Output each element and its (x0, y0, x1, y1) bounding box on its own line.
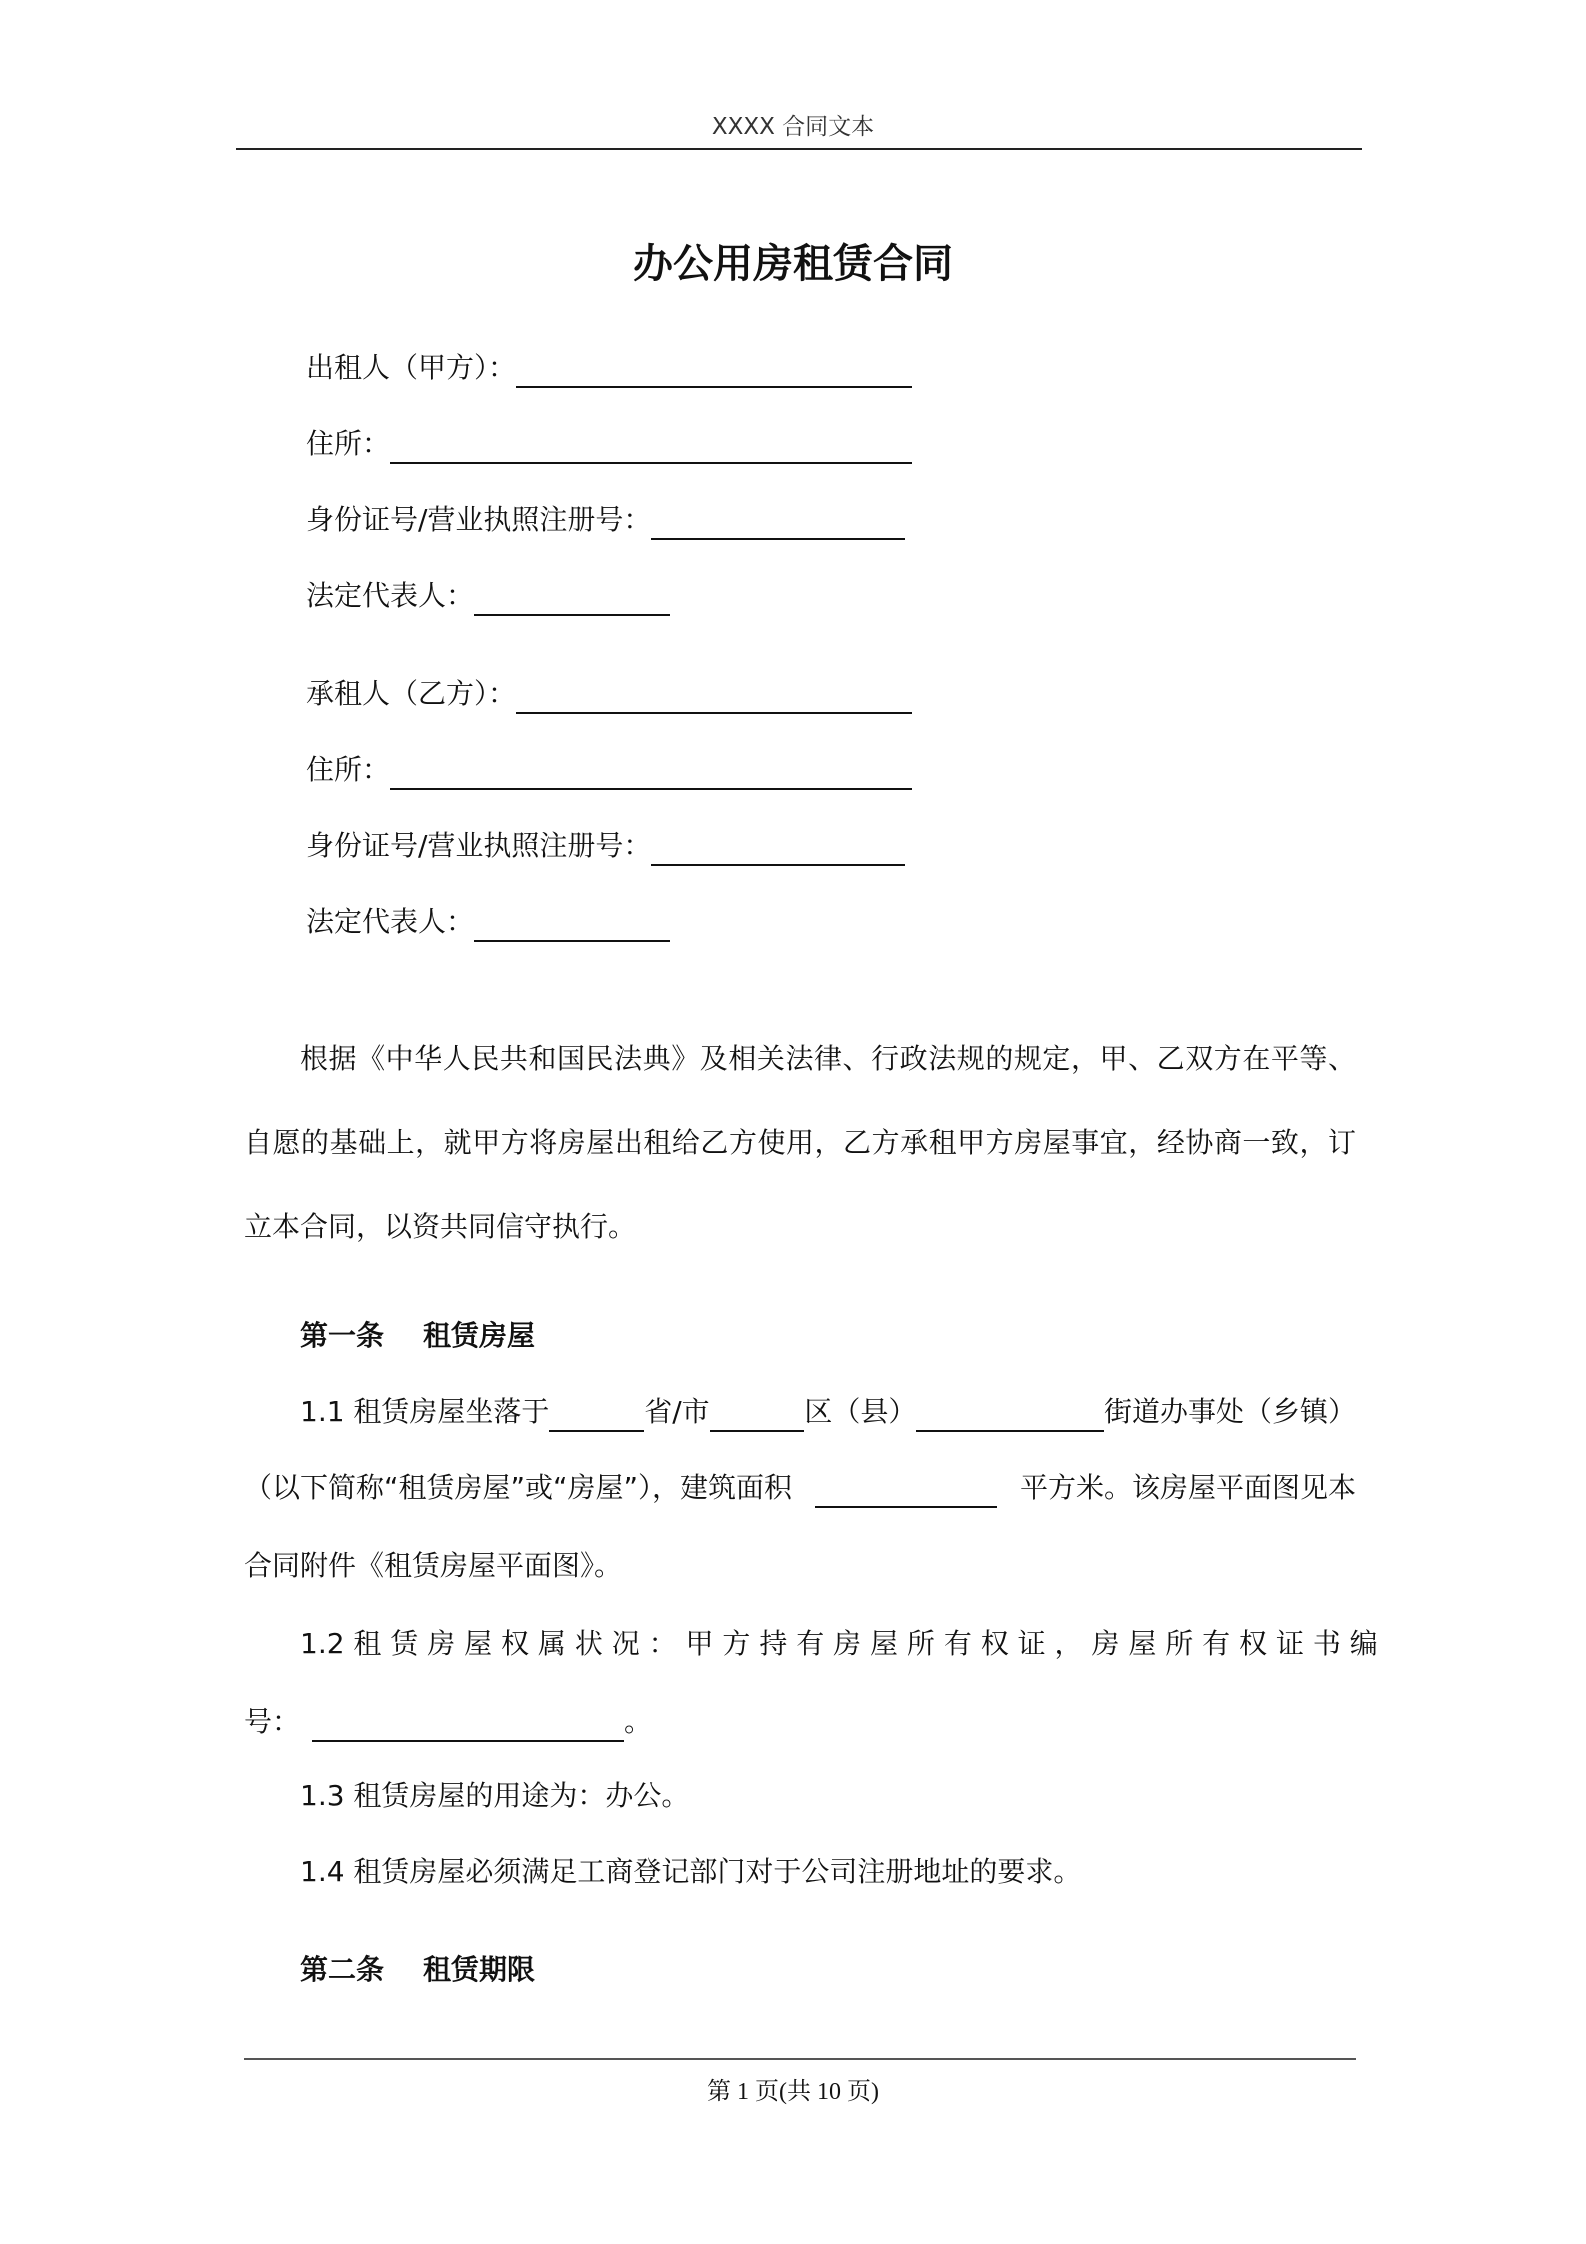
party-a-rep-field (306, 576, 670, 616)
clause-1-1-text-7: 合同附件《租赁房屋平面图》。 (244, 1549, 623, 1582)
street-blank[interactable] (916, 1400, 1104, 1432)
party-a-address-blank[interactable] (390, 432, 912, 464)
certificate-number-blank[interactable] (312, 1710, 624, 1742)
clause-1-4: 1.4 租赁房屋必须满足工商登记部门对于公司注册地址的要求。 (300, 1855, 1082, 1888)
clause-1-1-text-5: （以下简称“租赁房屋”或“房屋”），建筑面积 (244, 1471, 793, 1504)
preamble-paragraph: 根据《中华人民共和国民法典》及相关法律、行政法规的规定，甲、乙双方在平等、自愿的基础上，就甲方将房屋出租给乙方使用，乙方承租甲方房屋事宜，经协商一致，订立本合同，以资共同信守执行。 (244, 1042, 1356, 1243)
clause-1-2-line-1 (244, 1624, 1378, 1664)
party-a-rep-label: 法定代表人： (306, 579, 475, 612)
party-b-rep-label: 法定代表人： (306, 905, 475, 938)
party-a-address-field (306, 424, 912, 464)
party-b-name-label: 承租人（乙方）： (306, 677, 517, 710)
clause-1-2-text-2: 号： (244, 1705, 301, 1738)
clause-1-1-line-3 (244, 1546, 1356, 1586)
clause-1-3: 1.3 租赁房屋的用途为：办公。 (300, 1779, 690, 1812)
article-2-heading: 第二条 租赁期限 (300, 1953, 535, 1986)
party-b-name-blank[interactable] (516, 682, 912, 714)
party-a-id-blank[interactable] (651, 508, 905, 540)
clause-1-2-text-1: 1.2 租 赁 房 屋 权 属 状 况 ： 甲 方 持 有 房 屋 所 有 权 证 ， 房 屋 所 有 权 证 书 编 (300, 1627, 1378, 1660)
clause-1-1-text-3: 区（县） (804, 1395, 917, 1428)
header-rule (236, 148, 1362, 150)
party-a-address-label: 住所： (306, 427, 391, 460)
party-b-address-label: 住所： (306, 753, 391, 786)
party-a-name-field (306, 348, 912, 388)
page-footer: 第 1 页(共 10 页) (707, 2079, 879, 2105)
party-a-id-field (306, 500, 905, 540)
clause-1-1-text-6: 平方米。该房屋平面图见本 (1019, 1471, 1356, 1504)
party-a-rep-blank[interactable] (474, 584, 670, 616)
party-a-id-label: 身份证号/营业执照注册号： (306, 503, 652, 536)
party-b-id-label: 身份证号/营业执照注册号： (306, 829, 652, 862)
clause-1-1-line-2 (244, 1468, 1356, 1508)
clause-1-1-line-1 (244, 1392, 1356, 1432)
clause-1-2-line-2 (244, 1702, 1356, 1742)
document-title: 办公用房租赁合同 (633, 241, 953, 287)
party-a-name-blank[interactable] (516, 356, 912, 388)
party-b-rep-field (306, 902, 670, 942)
party-b-id-blank[interactable] (651, 834, 905, 866)
district-blank[interactable] (710, 1400, 805, 1432)
clause-1-2 (244, 1624, 1378, 1742)
article-1-heading: 第一条 租赁房屋 (300, 1319, 535, 1352)
page-header: XXXX 合同文本 (711, 114, 875, 140)
clause-1-1-text-4: 街道办事处（乡镇） (1103, 1395, 1356, 1428)
party-b-id-field (306, 826, 905, 866)
province-blank[interactable] (549, 1400, 644, 1432)
clause-1-1 (244, 1392, 1356, 1586)
party-b-address-blank[interactable] (390, 758, 912, 790)
clause-1-1-text-1: 1.1 租赁房屋坐落于 (300, 1395, 550, 1428)
clause-1-2-text-3: 。 (624, 1705, 653, 1738)
area-blank[interactable] (815, 1476, 997, 1508)
clause-1-1-text-2: 省/市 (644, 1395, 710, 1428)
party-b-rep-blank[interactable] (474, 910, 670, 942)
party-a-name-label: 出租人（甲方）： (306, 351, 517, 384)
party-b-name-field (306, 674, 912, 714)
footer-rule (244, 2058, 1356, 2060)
party-b-address-field (306, 750, 912, 790)
